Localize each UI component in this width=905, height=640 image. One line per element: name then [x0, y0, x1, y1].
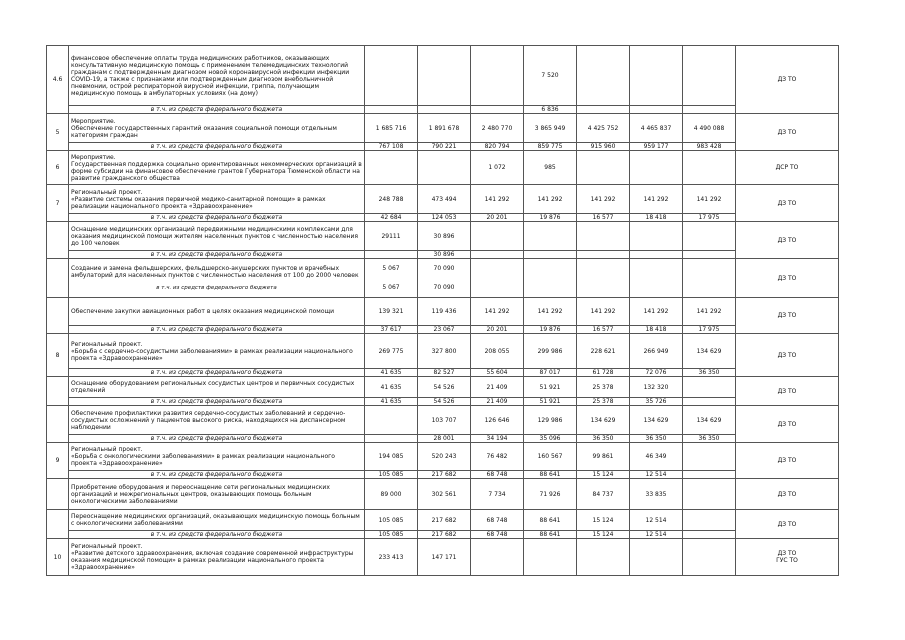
- table-row: [47, 259, 839, 298]
- federal-value-cell: 105 085: [365, 471, 418, 479]
- line: Обеспечение профилактики развития сердечно-сосудистых заболеваний и сердечно-сосудистых осложнений у пациентов высокого риска, находящихся на диспансерном наблюдении: [71, 409, 346, 431]
- value-cell: 51 921: [524, 377, 577, 398]
- federal-value-cell: 16 577: [577, 326, 630, 334]
- value-cell: 7 734: [471, 479, 524, 510]
- row-description: [69, 539, 365, 576]
- federal-value-cell: 17 975: [683, 214, 736, 222]
- federal-value-cell: 35 726: [630, 398, 683, 406]
- federal-budget-row: [47, 106, 839, 114]
- federal-value-cell: [365, 251, 418, 259]
- line: Региональный проект.: [71, 446, 143, 453]
- value-cell: [524, 539, 577, 576]
- federal-value-cell: [683, 251, 736, 259]
- value-cell: 1 072: [471, 151, 524, 185]
- line: Оснащение медицинских организаций передвижными медицинскими комплексами для оказания медицинской помощи жителям населенных пунктов с численностью населения до 100 человек: [71, 225, 358, 247]
- line: ДЗ ТО: [777, 274, 797, 282]
- line: ДЗ ТО: [777, 490, 797, 498]
- table-row: [47, 222, 839, 251]
- federal-value-cell: 915 960: [577, 143, 630, 151]
- value-cell: [418, 151, 471, 185]
- value-cell: 141 292: [683, 298, 736, 326]
- line: Мероприятие.: [71, 117, 116, 125]
- federal-value-cell: 790 221: [418, 143, 471, 151]
- row-description: [69, 479, 365, 510]
- responsible-agency: [736, 539, 839, 576]
- line: «Развитие детского здравоохранения, включая создание современной инфраструктуры оказания медицинской помощи» в рамках реализации национального проекта «Здравоохранение»: [71, 550, 354, 571]
- value-cell: [418, 46, 471, 106]
- federal-value-cell: [683, 106, 736, 114]
- federal-budget-row: [47, 471, 839, 479]
- value-cell: [365, 151, 418, 185]
- value-cell: [630, 222, 683, 251]
- value: [579, 265, 627, 272]
- federal-value-cell: 36 350: [683, 435, 736, 443]
- federal-value-cell: 68 748: [471, 471, 524, 479]
- value-cell: 15 124: [577, 510, 630, 531]
- federal-value-cell: 87 017: [524, 369, 577, 377]
- table-row: [47, 406, 839, 435]
- line: ДЗ ТО: [777, 520, 797, 528]
- federal-value-cell: [683, 531, 736, 539]
- federal-value: [526, 284, 574, 291]
- budget-table: [46, 45, 839, 576]
- federal-budget-row: [47, 143, 839, 151]
- value-cell: 194 085: [365, 443, 418, 471]
- responsible-agency: [736, 185, 839, 222]
- value-cell: [683, 539, 736, 576]
- value-cell: [683, 259, 736, 298]
- value: [473, 265, 521, 272]
- row-number: 6: [47, 151, 69, 185]
- line: Оснащение оборудованием региональных сосудистых центров и первичных сосудистых отделений: [71, 380, 355, 394]
- federal-value-cell: [630, 251, 683, 259]
- federal-budget-row: [47, 531, 839, 539]
- federal-value-cell: 68 748: [471, 531, 524, 539]
- row-description: [69, 46, 365, 106]
- row-number: [47, 222, 69, 259]
- value-cell: 119 436: [418, 298, 471, 326]
- value-cell: 7 520: [524, 46, 577, 106]
- federal-value-cell: 959 177: [630, 143, 683, 151]
- table-row: [47, 46, 839, 106]
- federal-budget-row: [47, 398, 839, 406]
- value-cell: [630, 539, 683, 576]
- value-cell: 299 986: [524, 334, 577, 369]
- federal-budget-label: в т.ч. из средств федерального бюджета: [156, 284, 277, 291]
- federal-value-cell: 6 836: [524, 106, 577, 114]
- line: «Борьба с сердечно-сосудистыми заболеваниями» в рамках реализации национального проекта «Здравоохранение»: [71, 347, 353, 362]
- federal-budget-label: в т.ч. из средств федерального бюджета: [69, 471, 365, 479]
- federal-budget-row: [47, 214, 839, 222]
- table-row: [47, 479, 839, 510]
- value: [685, 265, 733, 272]
- value-cell: 520 243: [418, 443, 471, 471]
- line: Региональный проект.: [71, 340, 143, 348]
- value-cell: 208 055: [471, 334, 524, 369]
- responsible-agency: [736, 151, 839, 185]
- value-cell: 266 949: [630, 334, 683, 369]
- federal-value-cell: 12 514: [630, 471, 683, 479]
- value-cell: 269 775: [365, 334, 418, 369]
- line: «Развитие системы оказания первичной медико-санитарной помощи» в рамках реализации национального проекта «Здравоохранение»: [71, 195, 326, 210]
- value-cell: 228 621: [577, 334, 630, 369]
- value-cell: 3 865 949: [524, 114, 577, 143]
- value-cell: 4 425 752: [577, 114, 630, 143]
- value-cell: 33 835: [630, 479, 683, 510]
- federal-value-cell: 28 001: [418, 435, 471, 443]
- row-number: 4.6: [47, 46, 69, 114]
- federal-budget-label: в т.ч. из средств федерального бюджета: [69, 369, 365, 377]
- row-description: [69, 334, 365, 369]
- row-number: [47, 259, 69, 298]
- federal-value-cell: 88 641: [524, 471, 577, 479]
- value: [526, 265, 574, 272]
- line: Приобретение оборудования и переоснащение сети региональных медицинских организаций и межрегиональных центров, оказывающих помощь больным онкологическими заболеваниями: [71, 483, 330, 505]
- line: ДЗ ТО: [777, 457, 797, 464]
- line: «Борьба с онкологическими заболеваниями» в рамках реализации национального проекта «Здравоохранение»: [71, 453, 335, 467]
- row-number: 10: [47, 539, 69, 576]
- responsible-agency: [736, 46, 839, 114]
- value-cell: 132 320: [630, 377, 683, 398]
- federal-budget-label: в т.ч. из средств федерального бюджета: [69, 106, 365, 114]
- value-cell: 89 000: [365, 479, 418, 510]
- value-cell: [683, 46, 736, 106]
- federal-value-cell: [683, 398, 736, 406]
- federal-value-cell: [365, 106, 418, 114]
- line: Региональный проект.: [71, 188, 143, 196]
- value-cell: 46 349: [630, 443, 683, 471]
- federal-value-cell: 17 975: [683, 326, 736, 334]
- federal-budget-label: в т.ч. из средств федерального бюджета: [69, 531, 365, 539]
- federal-value-cell: 41 635: [365, 369, 418, 377]
- federal-value-cell: 20 201: [471, 214, 524, 222]
- row-number: 9: [47, 443, 69, 479]
- line: ДЗ ТО: [777, 128, 797, 136]
- line: Обеспечение государственных гарантий оказания социальной помощи отдельным категориям граждан: [71, 124, 337, 139]
- value-cell: [365, 406, 418, 435]
- value-cell: 141 292: [630, 185, 683, 214]
- value-cell: [630, 46, 683, 106]
- federal-value-cell: 51 921: [524, 398, 577, 406]
- value-cell: [683, 377, 736, 398]
- value-cell: 141 292: [471, 298, 524, 326]
- federal-value-cell: 124 053: [418, 214, 471, 222]
- value-cell: 1 685 716: [365, 114, 418, 143]
- federal-value-cell: 12 514: [630, 531, 683, 539]
- federal-value-cell: 820 794: [471, 143, 524, 151]
- value-cell: 25 378: [577, 377, 630, 398]
- value-cell: 134 629: [577, 406, 630, 435]
- table-row: [47, 334, 839, 369]
- value-cell: 12 514: [630, 510, 683, 531]
- value-cell: 985: [524, 151, 577, 185]
- value-cell: [630, 151, 683, 185]
- value-cell: [577, 46, 630, 106]
- table-row: [47, 510, 839, 531]
- responsible-agency: [736, 443, 839, 479]
- table-body: [47, 46, 839, 576]
- line: ДСР ТО: [775, 164, 799, 171]
- value-cell: 99 861: [577, 443, 630, 471]
- federal-budget-label: в т.ч. из средств федерального бюджета: [69, 214, 365, 222]
- value-cell: 302 561: [418, 479, 471, 510]
- federal-value-cell: 105 085: [365, 531, 418, 539]
- federal-value-cell: 61 728: [577, 369, 630, 377]
- value-cell: 126 646: [471, 406, 524, 435]
- value-cell: 141 292: [471, 185, 524, 214]
- value-cell: 147 171: [418, 539, 471, 576]
- line: финансовое обеспечение оплаты труда медицинских работников, оказывающих консультативную медицинскую помощь с применением телемедицинских технологий гражданам с подтвержденным диагнозом новой коронавирусной инфекции инфекции COVID-19, а также с признаками или подтвержденным диагнозом внебольничной пневмонии, острой респираторной вирусной инфекции, гриппа, получающим медицинскую помощь в амбулаторных условиях (на дому): [71, 54, 350, 97]
- value-cell: 54 526: [418, 377, 471, 398]
- federal-budget-label: в т.ч. из средств федерального бюджета: [69, 398, 365, 406]
- value-cell: [365, 259, 418, 298]
- federal-value: [632, 284, 680, 291]
- value: 70 090: [433, 265, 455, 272]
- responsible-agency: [736, 222, 839, 259]
- row-description: [69, 185, 365, 214]
- federal-value-cell: [471, 251, 524, 259]
- row-description: [69, 151, 365, 185]
- line: ДЗ ТО: [777, 236, 797, 244]
- table-row: [47, 539, 839, 576]
- federal-value-cell: 82 527: [418, 369, 471, 377]
- federal-value-cell: 15 124: [577, 471, 630, 479]
- value-cell: 134 629: [683, 334, 736, 369]
- federal-budget-label: в т.ч. из средств федерального бюджета: [69, 326, 365, 334]
- federal-value-cell: 15 124: [577, 531, 630, 539]
- federal-value-cell: 36 350: [577, 435, 630, 443]
- federal-value-cell: 55 604: [471, 369, 524, 377]
- table-row: [47, 298, 839, 326]
- line: ДЗ ТО: [777, 387, 797, 395]
- value-cell: 1 891 678: [418, 114, 471, 143]
- value-cell: [577, 151, 630, 185]
- federal-value-cell: 30 896: [418, 251, 471, 259]
- value-cell: [365, 46, 418, 106]
- value-cell: 105 085: [365, 510, 418, 531]
- line: ГУС ТО: [776, 557, 798, 564]
- responsible-agency: [736, 334, 839, 377]
- federal-budget-label: в т.ч. из средств федерального бюджета: [69, 143, 365, 151]
- row-description: [69, 259, 365, 298]
- value: [632, 265, 680, 272]
- value-cell: [524, 259, 577, 298]
- responsible-agency: [736, 259, 839, 298]
- federal-value-cell: [630, 106, 683, 114]
- federal-value-cell: 859 775: [524, 143, 577, 151]
- value-cell: [683, 443, 736, 471]
- value-cell: 68 748: [471, 510, 524, 531]
- row-number: [47, 377, 69, 406]
- table-row: [47, 443, 839, 471]
- federal-value-cell: 18 418: [630, 326, 683, 334]
- federal-value: [685, 284, 733, 291]
- federal-value-cell: 16 577: [577, 214, 630, 222]
- federal-value-cell: [683, 471, 736, 479]
- value-cell: 141 292: [524, 185, 577, 214]
- federal-value: [579, 284, 627, 291]
- value-cell: [683, 479, 736, 510]
- row-description: [69, 222, 365, 251]
- responsible-agency: [736, 406, 839, 443]
- federal-value-cell: 767 108: [365, 143, 418, 151]
- value-cell: [471, 259, 524, 298]
- federal-value-cell: 23 067: [418, 326, 471, 334]
- federal-value-cell: 54 526: [418, 398, 471, 406]
- value-cell: 141 292: [524, 298, 577, 326]
- federal-value-cell: 217 682: [418, 471, 471, 479]
- value-cell: [683, 151, 736, 185]
- federal-value-cell: 88 641: [524, 531, 577, 539]
- value-cell: 217 682: [418, 510, 471, 531]
- value-cell: 4 465 837: [630, 114, 683, 143]
- value-cell: [577, 259, 630, 298]
- federal-value-cell: [524, 251, 577, 259]
- value-cell: 139 321: [365, 298, 418, 326]
- line: ДЗ ТО: [777, 199, 797, 207]
- line: Государственная поддержка социально ориентированных некоммерческих организаций в форме субсидии на финансовое обеспечение грантов Губернатора Тюменской области на развитие гражданского общества: [71, 160, 362, 182]
- federal-value-cell: 20 201: [471, 326, 524, 334]
- value-cell: 141 292: [577, 185, 630, 214]
- federal-budget-label: в т.ч. из средств федерального бюджета: [69, 251, 365, 259]
- row-number: [47, 298, 69, 334]
- table-row: [47, 377, 839, 398]
- value-cell: 233 413: [365, 539, 418, 576]
- value-cell: [630, 259, 683, 298]
- federal-value-cell: [577, 251, 630, 259]
- value-cell: 160 567: [524, 443, 577, 471]
- federal-value-cell: 217 682: [418, 531, 471, 539]
- value-cell: [471, 539, 524, 576]
- value-cell: 134 629: [630, 406, 683, 435]
- value-cell: 2 480 770: [471, 114, 524, 143]
- value-cell: [471, 46, 524, 106]
- value: 5 067: [382, 265, 400, 272]
- row-description: [69, 298, 365, 326]
- line: ДЗ ТО: [777, 76, 797, 83]
- line: ДЗ ТО: [777, 312, 797, 319]
- value-cell: 30 896: [418, 222, 471, 251]
- federal-budget-label: в т.ч. из средств федерального бюджета: [69, 435, 365, 443]
- line: Переоснащение медицинских организаций, оказывающих медицинскую помощь больным с онкологическими заболеваниями: [71, 513, 360, 527]
- row-number: [47, 479, 69, 510]
- value-cell: [683, 222, 736, 251]
- federal-value-cell: 983 428: [683, 143, 736, 151]
- responsible-agency: [736, 114, 839, 151]
- line: Создание и замена фельдшерских, фельдшерско-акушерских пунктов и врачебных амбулаторий для населенных пунктов с численностью населения от 100 до 2000 человек: [71, 264, 359, 279]
- federal-budget-row: [47, 251, 839, 259]
- row-description: [69, 406, 365, 435]
- row-number: 7: [47, 185, 69, 222]
- row-description: [69, 510, 365, 531]
- line: Мероприятие.: [71, 153, 116, 161]
- value-cell: 41 635: [365, 377, 418, 398]
- federal-value-cell: 34 194: [471, 435, 524, 443]
- responsible-agency: [736, 377, 839, 406]
- federal-value: 5 067: [382, 284, 400, 291]
- federal-value-cell: 19 876: [524, 214, 577, 222]
- row-number: [47, 406, 69, 443]
- federal-value-cell: 36 350: [683, 369, 736, 377]
- value-cell: [418, 259, 471, 298]
- value-cell: 141 292: [630, 298, 683, 326]
- federal-value-cell: [365, 435, 418, 443]
- value-cell: [524, 222, 577, 251]
- value-cell: [471, 222, 524, 251]
- federal-budget-row: [47, 326, 839, 334]
- table-row: [47, 114, 839, 143]
- value-cell: 141 292: [577, 298, 630, 326]
- line: ДЗ ТО: [777, 550, 797, 557]
- row-number: 5: [47, 114, 69, 151]
- value-cell: 84 737: [577, 479, 630, 510]
- federal-value-cell: 72 076: [630, 369, 683, 377]
- federal-value-cell: [418, 106, 471, 114]
- federal-value-cell: [471, 106, 524, 114]
- line: ДЗ ТО: [777, 420, 797, 428]
- value-cell: 21 409: [471, 377, 524, 398]
- value-cell: 4 490 088: [683, 114, 736, 143]
- line: ДЗ ТО: [777, 351, 797, 359]
- line: Обеспечение закупки авиационных работ в целях оказания медицинской помощи: [71, 308, 335, 315]
- federal-value-cell: 21 409: [471, 398, 524, 406]
- value-cell: 129 986: [524, 406, 577, 435]
- federal-budget-row: [47, 369, 839, 377]
- row-number: 8: [47, 334, 69, 377]
- federal-value-cell: 37 617: [365, 326, 418, 334]
- value-cell: [683, 510, 736, 531]
- row-number: [47, 510, 69, 539]
- federal-value: 70 090: [433, 284, 455, 291]
- federal-value-cell: 41 635: [365, 398, 418, 406]
- federal-value-cell: 42 684: [365, 214, 418, 222]
- value-cell: [577, 539, 630, 576]
- value-cell: 71 926: [524, 479, 577, 510]
- value-cell: 327 800: [418, 334, 471, 369]
- federal-value-cell: 25 378: [577, 398, 630, 406]
- line: Региональный проект.: [71, 543, 143, 550]
- value-cell: 103 707: [418, 406, 471, 435]
- responsible-agency: [736, 510, 839, 539]
- responsible-agency: [736, 298, 839, 334]
- federal-value: [473, 284, 521, 291]
- table-row: [47, 151, 839, 185]
- federal-value-cell: 19 876: [524, 326, 577, 334]
- value-cell: 29111: [365, 222, 418, 251]
- federal-value-cell: 18 418: [630, 214, 683, 222]
- row-description: [69, 114, 365, 143]
- value-cell: 134 629: [683, 406, 736, 435]
- value-cell: 88 641: [524, 510, 577, 531]
- federal-value-cell: 36 350: [630, 435, 683, 443]
- row-description: [69, 377, 365, 398]
- value-cell: 76 482: [471, 443, 524, 471]
- federal-value-cell: 35 096: [524, 435, 577, 443]
- federal-value-cell: [577, 106, 630, 114]
- value-cell: 141 292: [683, 185, 736, 214]
- table-row: [47, 185, 839, 214]
- federal-budget-row: [47, 435, 839, 443]
- value-cell: 248 788: [365, 185, 418, 214]
- row-description: [69, 443, 365, 471]
- responsible-agency: [736, 479, 839, 510]
- value-cell: [577, 222, 630, 251]
- value-cell: 473 494: [418, 185, 471, 214]
